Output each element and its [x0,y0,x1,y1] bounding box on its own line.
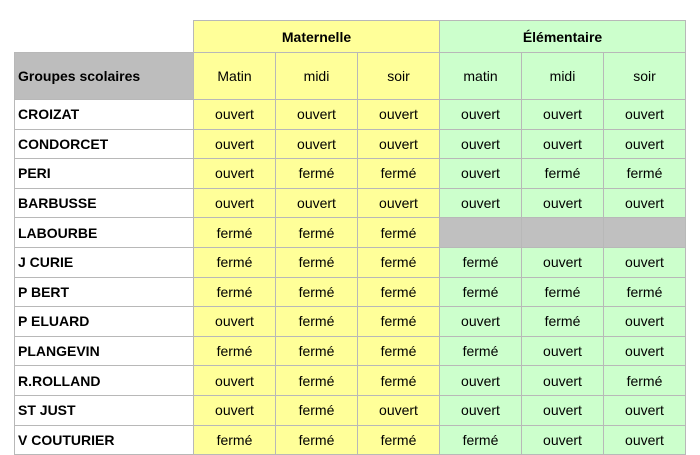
table-body [15,21,686,455]
elementaire-matin-status-cell: ouvert [440,366,522,396]
elementaire-col-midi: midi [522,53,604,100]
elementaire-midi-status-cell: ouvert [522,188,604,218]
elementaire-matin-status-cell: fermé [440,425,522,455]
elementaire-midi-status-cell: ouvert [522,366,604,396]
table-row [15,188,686,218]
elementaire-midi-status-cell: ouvert [522,247,604,277]
table-row [15,218,686,248]
elementaire-midi-status-cell: fermé [522,159,604,189]
maternelle-col-soir: soir [358,53,440,100]
maternelle-soir-status-cell: fermé [358,277,440,307]
elementaire-soir-status-cell [604,218,686,248]
elementaire-soir-status-cell: ouvert [604,395,686,425]
maternelle-midi-status-cell: ouvert [276,100,358,130]
elementaire-midi-status-cell: fermé [522,307,604,337]
maternelle-matin-status-cell: fermé [194,425,276,455]
table-row [15,159,686,189]
maternelle-matin-status-cell: ouvert [194,307,276,337]
school-name-cell: CROIZAT [15,100,194,130]
school-name-cell: V COUTURIER [15,425,194,455]
elementaire-soir-status-cell: fermé [604,277,686,307]
elementaire-matin-status-cell: ouvert [440,188,522,218]
school-name-cell: BARBUSSE [15,188,194,218]
table-row [15,129,686,159]
maternelle-midi-status-cell: fermé [276,395,358,425]
maternelle-soir-status-cell: fermé [358,336,440,366]
maternelle-matin-status-cell: ouvert [194,100,276,130]
maternelle-col-midi: midi [276,53,358,100]
school-schedule-table [14,20,686,455]
school-name-cell: P ELUARD [15,307,194,337]
maternelle-matin-status-cell: ouvert [194,366,276,396]
table-row [15,277,686,307]
maternelle-soir-status-cell: ouvert [358,100,440,130]
school-name-cell: LABOURBE [15,218,194,248]
header-row-groups [15,21,686,53]
table-row [15,307,686,337]
maternelle-matin-status-cell: fermé [194,277,276,307]
table-row [15,247,686,277]
school-name-cell: PERI [15,159,194,189]
elementaire-midi-status-cell: ouvert [522,336,604,366]
elementaire-midi-status-cell: ouvert [522,425,604,455]
maternelle-matin-status-cell: fermé [194,336,276,366]
maternelle-matin-status-cell: fermé [194,218,276,248]
elementaire-soir-status-cell: fermé [604,366,686,396]
elementaire-midi-status-cell: ouvert [522,129,604,159]
maternelle-midi-status-cell: fermé [276,159,358,189]
elementaire-soir-status-cell: ouvert [604,129,686,159]
school-name-cell: J CURIE [15,247,194,277]
elementaire-matin-status-cell: ouvert [440,395,522,425]
elementaire-soir-status-cell: ouvert [604,307,686,337]
groups-column-header: Groupes scolaires [15,53,194,100]
elementaire-matin-status-cell: fermé [440,336,522,366]
maternelle-midi-status-cell: fermé [276,307,358,337]
elementaire-soir-status-cell: ouvert [604,188,686,218]
elementaire-midi-status-cell: fermé [522,277,604,307]
table-row [15,336,686,366]
maternelle-matin-status-cell: fermé [194,247,276,277]
elementaire-col-soir: soir [604,53,686,100]
maternelle-soir-status-cell: fermé [358,425,440,455]
school-name-cell: CONDORCET [15,129,194,159]
school-name-cell: PLANGEVIN [15,336,194,366]
elementaire-soir-status-cell: ouvert [604,336,686,366]
school-name-cell: R.ROLLAND [15,366,194,396]
maternelle-soir-status-cell: ouvert [358,188,440,218]
elementaire-soir-status-cell: ouvert [604,425,686,455]
school-name-cell: P BERT [15,277,194,307]
elementaire-soir-status-cell: fermé [604,159,686,189]
maternelle-soir-status-cell: fermé [358,247,440,277]
table-row [15,366,686,396]
maternelle-soir-status-cell: fermé [358,159,440,189]
elementaire-col-matin: matin [440,53,522,100]
header-row-periods [15,53,686,100]
maternelle-midi-status-cell: fermé [276,336,358,366]
maternelle-soir-status-cell: ouvert [358,129,440,159]
elementaire-matin-status-cell: ouvert [440,159,522,189]
elementaire-midi-status-cell: ouvert [522,395,604,425]
table-row [15,425,686,455]
maternelle-matin-status-cell: ouvert [194,159,276,189]
maternelle-col-matin: Matin [194,53,276,100]
corner-blank [15,21,194,53]
maternelle-matin-status-cell: ouvert [194,129,276,159]
maternelle-midi-status-cell: fermé [276,425,358,455]
table-row [15,395,686,425]
maternelle-soir-status-cell: fermé [358,218,440,248]
maternelle-midi-status-cell: fermé [276,218,358,248]
maternelle-soir-status-cell: fermé [358,307,440,337]
maternelle-soir-status-cell: fermé [358,366,440,396]
elementaire-matin-status-cell [440,218,522,248]
elementaire-soir-status-cell: ouvert [604,100,686,130]
maternelle-midi-status-cell: ouvert [276,188,358,218]
elementaire-midi-status-cell [522,218,604,248]
elementaire-soir-status-cell: ouvert [604,247,686,277]
maternelle-soir-status-cell: ouvert [358,395,440,425]
elementaire-matin-status-cell: ouvert [440,100,522,130]
maternelle-matin-status-cell: ouvert [194,188,276,218]
maternelle-midi-status-cell: fermé [276,247,358,277]
elementaire-matin-status-cell: ouvert [440,307,522,337]
elementaire-matin-status-cell: fermé [440,247,522,277]
elementaire-header: Élémentaire [440,21,686,53]
elementaire-midi-status-cell: ouvert [522,100,604,130]
table-row [15,100,686,130]
maternelle-midi-status-cell: ouvert [276,129,358,159]
maternelle-matin-status-cell: ouvert [194,395,276,425]
elementaire-matin-status-cell: ouvert [440,129,522,159]
maternelle-midi-status-cell: fermé [276,366,358,396]
school-name-cell: ST JUST [15,395,194,425]
elementaire-matin-status-cell: fermé [440,277,522,307]
maternelle-midi-status-cell: fermé [276,277,358,307]
maternelle-header: Maternelle [194,21,440,53]
